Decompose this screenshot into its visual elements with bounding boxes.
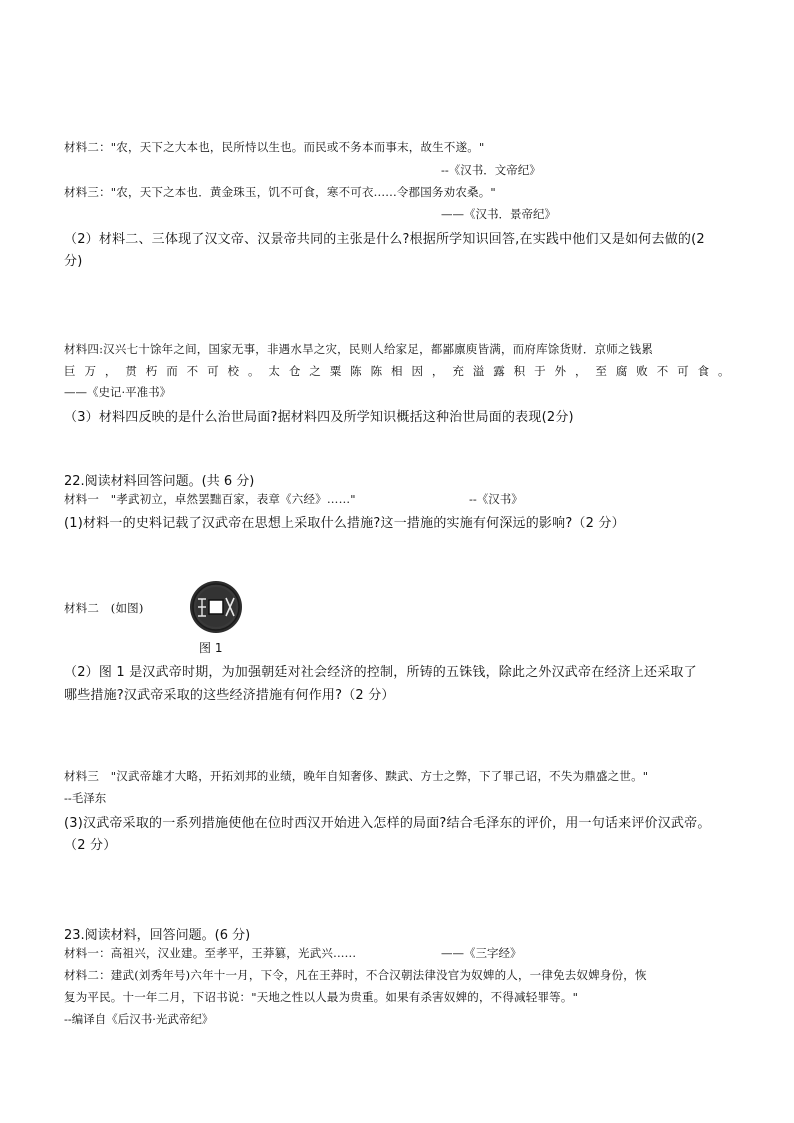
material-4-char: 太: [268, 364, 281, 378]
q22-question-2-line2: 哪些措施?汉武帝采取的这些经济措施有何作用?（2 分）: [64, 688, 395, 703]
q22-material-1-source: --《汉书》: [469, 492, 523, 506]
question-23-title: 23.阅读材料，回答问题。(6 分): [64, 928, 251, 943]
q22-question-3-line2: （2 分）: [64, 838, 117, 853]
material-4-char: 腐: [615, 364, 628, 378]
material-4-char: 万: [84, 364, 97, 378]
material-4-char: 于: [534, 364, 546, 378]
q22-material-2-label: 材料二 (如图): [64, 601, 144, 615]
material-4-char: ，: [431, 364, 444, 378]
material-4-char: 外: [554, 364, 567, 378]
material-4-char: 因: [411, 364, 424, 378]
material-4-char: 粟: [329, 364, 342, 378]
q22-material-3-text: 材料三 "汉武帝雄才大略，开拓刘邦的业绩，晚年自知奢侈、黩武、方士之弊，下了罪己诏，不失为鼎盛之世。": [64, 769, 649, 783]
material-4-char: 而: [166, 364, 178, 378]
material-4-char: 仓: [288, 364, 301, 378]
question-22-title: 22.阅读材料回答问题。(共 6 分): [64, 474, 255, 489]
question-2-line1: （2）材料二、三体现了汉文帝、汉景帝共同的主张是什么?根据所学知识回答,在实践中他们又是如何去做的(2: [64, 232, 705, 247]
material-4-char: 贯: [125, 364, 138, 378]
material-4-char: 可: [677, 364, 689, 378]
material-4-char: 。: [718, 364, 730, 378]
question-3: （3）材料四反映的是什么治世局面?据材料四及所学知识概括这种治世局面的表现(2分): [64, 410, 574, 425]
q23-material-1-text: 材料一：高祖兴，汉业建。至孝平，王莽篡，光武兴......: [64, 946, 357, 960]
material-4-char: 巨: [64, 364, 76, 378]
material-3-source: ——《汉书．景帝纪》: [441, 207, 556, 221]
material-4-char: 校: [227, 364, 240, 378]
question-2-line2: 分): [64, 254, 83, 269]
material-2-source: --《汉书．文帝纪》: [441, 163, 541, 177]
material-3-text: 材料三："农，天下之本也．黄金珠玉，饥不可食，寒不可衣......令郡国务劝农桑。": [64, 185, 496, 199]
material-4-source: ——《史记·平准书》: [64, 385, 172, 399]
q23-material-2-line2: 复为平民。十一年二月，下诏书说："天地之性以人最为贵重。如果有杀害奴婢的，不得减轻罪等。": [64, 990, 579, 1004]
material-4-char: 溢: [472, 364, 485, 378]
material-4-char: ，: [574, 364, 587, 378]
q22-material-3-source: --毛泽东: [64, 791, 107, 805]
material-4-line1: 材料四:汉兴七十馀年之间，国家无事，非遇水旱之灾，民则人给家足，都鄙廪庾皆满，而府库馀货财．京师之钱累: [64, 342, 654, 356]
material-4-char: 积: [513, 364, 526, 378]
material-2-text: 材料二："农，天下之大本也，民所恃以生也。而民或不务本而事末，故生不遂。": [64, 140, 485, 154]
material-4-char: 败: [636, 364, 648, 378]
material-4-char: 之: [309, 364, 321, 378]
material-4-char: ，: [104, 364, 117, 378]
q23-material-1-source: ——《三字经》: [441, 946, 522, 960]
material-4-char: 充: [452, 364, 465, 378]
material-4-char: 不: [656, 364, 669, 378]
material-4-char: 露: [493, 364, 505, 378]
q23-material-2-source: --编译自《后汉书·光武帝纪》: [64, 1012, 214, 1026]
material-4-char: 陈: [350, 364, 362, 378]
material-4-char: 。: [247, 364, 260, 378]
material-4-char: 朽: [145, 364, 158, 378]
q23-material-2-line1: 材料二：建武(刘秀年号)六年十一月，下令，凡在王莽时，不合汉朝法律没官为奴婢的人，一律免去奴婢身份，恢: [64, 968, 647, 982]
q22-material-1-text: 材料一 "孝武初立，卓然罢黜百家，表章《六经》……": [64, 492, 356, 506]
q22-question-2-line1: （2）图 1 是汉武帝时期，为加强朝廷对社会经济的控制，所铸的五铢钱，除此之外汉武帝在经济上还采取了: [64, 665, 697, 680]
material-4-char: 不: [186, 364, 199, 378]
wuzhu-coin-icon: [189, 580, 243, 634]
figure-1-caption: 图 1: [199, 641, 223, 655]
material-4-char: 可: [207, 364, 219, 378]
material-4-line2: [64, 363, 730, 379]
material-4-char: 食: [697, 364, 710, 378]
material-4-char: 陈: [370, 364, 383, 378]
q22-question-3-line1: (3)汉武帝采取的一系列措施使他在位时西汉开始进入怎样的局面?结合毛泽东的评价，用一句话来评价汉武帝。: [64, 816, 711, 831]
material-4-char: 至: [595, 364, 608, 378]
material-4-char: 相: [391, 364, 403, 378]
q22-question-1: (1)材料一的史料记载了汉武帝在思想上采取什么措施?这一措施的实施有何深远的影响?（2 分）: [64, 516, 625, 531]
